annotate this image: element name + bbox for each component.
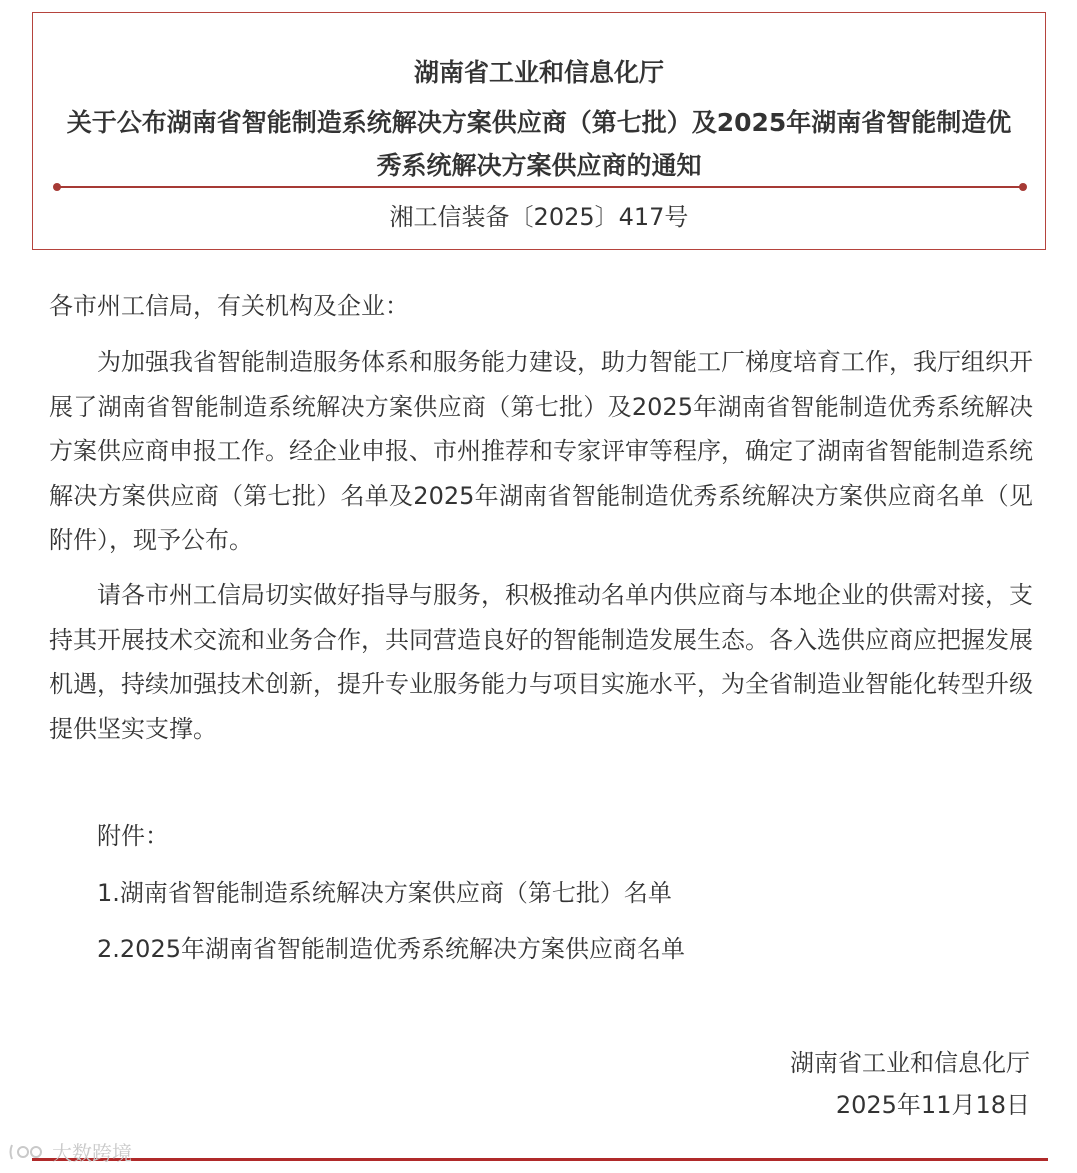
- document-number: 湘工信装备〔2025〕417号: [389, 203, 689, 231]
- watermark-text: 大数跨境: [52, 1141, 132, 1165]
- signature-date: 2025年11月18日: [835, 1091, 1030, 1119]
- attachment-item-1: 1.湖南省智能制造系统解决方案供应商（第七批）名单: [97, 879, 672, 907]
- watermark-logo-icon: [8, 1142, 48, 1162]
- attachment-item-2: 2.2025年湖南省智能制造优秀系统解决方案供应商名单: [97, 935, 685, 963]
- salutation: 各市州工信局，有关机构及企业：: [49, 292, 409, 320]
- body-paragraph-1: 为加强我省智能制造服务体系和服务能力建设，助力智能工厂梯度培育工作，我厅组织开展了湖南省智能制造系统解决方案供应商（第七批）及2025年湖南省智能制造优秀系统解决方案供应商申报工作。经企业申报、市州推荐和专家评审等程序，确定了湖南省智能制造系统解决方案供应商（第七批）名单及2025年湖南省智能制造优秀系统解决方案供应商名单（见附件），现予公布。: [49, 348, 1033, 554]
- body-paragraph-2: 请各市州工信局切实做好指导与服务，积极推动名单内供应商与本地企业的供需对接，支持其开展技术交流和业务合作，共同营造良好的智能制造发展生态。各入选供应商应把握发展机遇，持续加强技术创新，提升专业服务能力与项目实施水平，为全省制造业智能化转型升级提供坚实支撑。: [49, 581, 1033, 743]
- document-header: [32, 12, 1046, 250]
- issuer-name: 湖南省工业和信息化厅: [413, 58, 664, 87]
- watermark: [8, 1137, 132, 1166]
- signature-organization: 湖南省工业和信息化厅: [790, 1049, 1030, 1077]
- footer-divider: [32, 1158, 1048, 1161]
- divider-dot-right: [1019, 183, 1027, 191]
- header-divider: [55, 186, 1025, 188]
- document-title: 关于公布湖南省智能制造系统解决方案供应商（第七批）及2025年湖南省智能制造优秀系统解决方案供应商的通知: [66, 108, 1012, 180]
- attachments-label: 附件：: [97, 822, 169, 850]
- divider-dot-left: [53, 183, 61, 191]
